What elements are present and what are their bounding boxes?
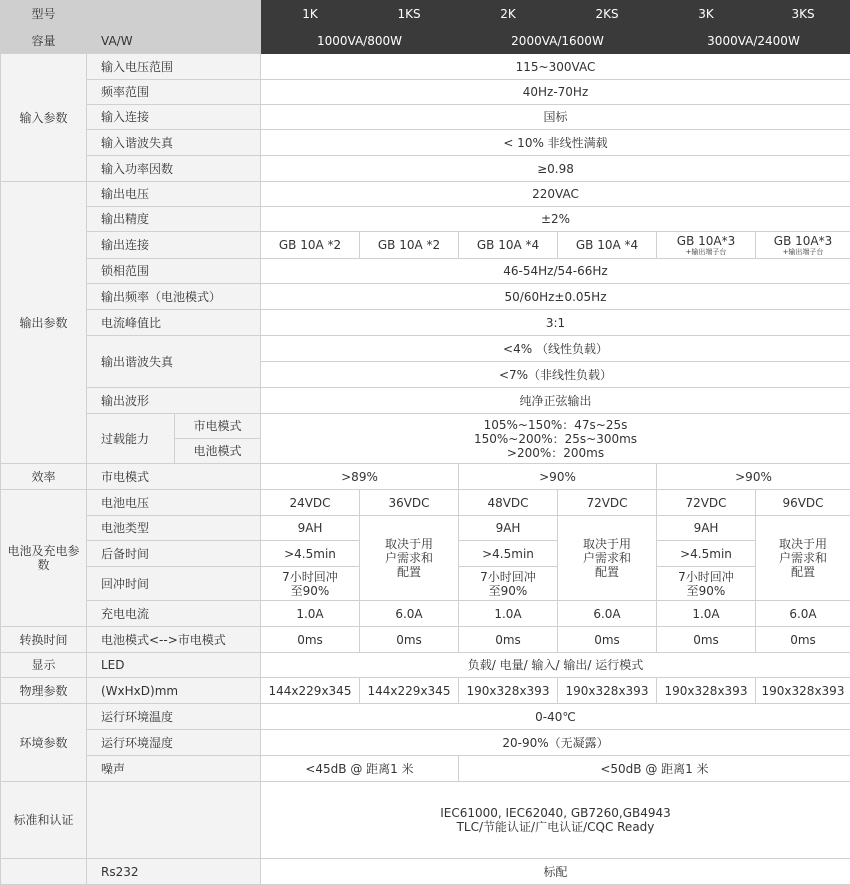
table-row xyxy=(1,105,850,130)
row-value: 纯净正弦输出 xyxy=(261,388,850,414)
row-label: 运行环境湿度 xyxy=(87,730,261,756)
row-value: 220VAC xyxy=(261,182,850,207)
model-3k: 3K xyxy=(657,1,756,28)
table-row xyxy=(1,336,850,362)
cell: GB 10A *4 xyxy=(459,232,558,259)
table-row xyxy=(1,490,850,516)
overload-mode: 市电模式 xyxy=(175,414,261,439)
connection-value: GB 10A*3 xyxy=(677,234,735,248)
cell: 190x328x393 xyxy=(459,678,558,704)
cell: 6.0A xyxy=(558,601,657,627)
table-row xyxy=(1,80,850,105)
cell: <45dB @ 距离1 米 xyxy=(261,756,459,782)
row-value: ±2% xyxy=(261,207,850,232)
table-row xyxy=(1,464,850,490)
cell: 0ms xyxy=(756,627,850,653)
row-value: 50/60Hz±0.05Hz xyxy=(261,284,850,310)
cell: >90% xyxy=(657,464,850,490)
row-label: 输入功率因数 xyxy=(87,156,261,182)
table-row xyxy=(1,156,850,182)
group-environment: 环境参数 xyxy=(1,704,87,782)
capacity-label: 容量 xyxy=(1,28,87,54)
capacity-2k: 2000VA/1600W xyxy=(459,28,657,54)
cell: <50dB @ 距离1 米 xyxy=(459,756,850,782)
table-row xyxy=(1,232,850,259)
row-value: 40Hz-70Hz xyxy=(261,80,850,105)
table-row xyxy=(1,284,850,310)
table-row xyxy=(1,54,850,80)
cell: 1.0A xyxy=(261,601,360,627)
overload-line: 105%~150%：47s~25s xyxy=(263,418,848,432)
cell: 1.0A xyxy=(657,601,756,627)
row-label: 输出频率（电池模式） xyxy=(87,284,261,310)
terminal-note: +输出端子台 xyxy=(659,248,753,256)
row-label: 过载能力 xyxy=(87,414,175,464)
row-value: 46-54Hz/54-66Hz xyxy=(261,259,850,284)
table-row xyxy=(1,730,850,756)
row-label: 电池类型 xyxy=(87,516,261,541)
table-row xyxy=(1,259,850,284)
table-row xyxy=(1,414,850,439)
standards-value xyxy=(261,782,850,859)
cell: GB 10A *4 xyxy=(558,232,657,259)
model-row xyxy=(1,1,850,28)
row-value: 标配 xyxy=(261,859,850,885)
overload-line: 150%~200%：25s~300ms xyxy=(263,432,848,446)
table-row xyxy=(1,182,850,207)
row-label: 输出精度 xyxy=(87,207,261,232)
row-label: 输入谐波失真 xyxy=(87,130,261,156)
row-value: 115~300VAC xyxy=(261,54,850,80)
row-value: 20-90%（无凝露） xyxy=(261,730,850,756)
cell: 72VDC xyxy=(657,490,756,516)
table-row xyxy=(1,653,850,678)
row-label: 输出连接 xyxy=(87,232,261,259)
table-row xyxy=(1,516,850,541)
cell: 190x328x393 xyxy=(756,678,850,704)
cell: 190x328x393 xyxy=(657,678,756,704)
overload-mode: 电池模式 xyxy=(175,439,261,464)
overload-value xyxy=(261,414,850,464)
row-label: 运行环境温度 xyxy=(87,704,261,730)
row-label: 后备时间 xyxy=(87,541,261,567)
cell: >4.5min xyxy=(657,541,756,567)
row-label: 锁相范围 xyxy=(87,259,261,284)
row-label: 充电电流 xyxy=(87,601,261,627)
table-row xyxy=(1,627,850,653)
cell: 9AH xyxy=(657,516,756,541)
connection-value: GB 10A*3 xyxy=(774,234,832,248)
cell: 36VDC xyxy=(360,490,459,516)
row-label: 市电模式 xyxy=(87,464,261,490)
cell: 7小时回冲至90% xyxy=(261,567,360,601)
terminal-note: +输出端子台 xyxy=(758,248,848,256)
capacity-unit: VA/W xyxy=(87,28,261,54)
model-2k: 2K xyxy=(459,1,558,28)
row-value: 0-40℃ xyxy=(261,704,850,730)
row-label: 回冲时间 xyxy=(87,567,261,601)
row-label: 输入连接 xyxy=(87,105,261,130)
capacity-3k: 3000VA/2400W xyxy=(657,28,850,54)
cell: 96VDC xyxy=(756,490,850,516)
overload-line: >200%：200ms xyxy=(263,446,848,460)
row-label: (WxHxD)mm xyxy=(87,678,261,704)
cell: >4.5min xyxy=(261,541,360,567)
cell: 0ms xyxy=(360,627,459,653)
table-row xyxy=(1,704,850,730)
cell: 190x328x393 xyxy=(558,678,657,704)
row-label: 电流峰值比 xyxy=(87,310,261,336)
table-row xyxy=(1,130,850,156)
row-value: <7%（非线性负载） xyxy=(261,362,850,388)
group-efficiency: 效率 xyxy=(1,464,87,490)
row-value: 国标 xyxy=(261,105,850,130)
user-config-cell: 取决于用户需求和配置 xyxy=(756,516,850,601)
cell: 144x229x345 xyxy=(261,678,360,704)
model-1ks: 1KS xyxy=(360,1,459,28)
cell: 48VDC xyxy=(459,490,558,516)
group-battery: 电池及充电参数 xyxy=(1,490,87,627)
model-label: 型号 xyxy=(1,1,87,28)
cell: 1.0A xyxy=(459,601,558,627)
table-row xyxy=(1,782,850,859)
cell: 0ms xyxy=(558,627,657,653)
cell: 0ms xyxy=(459,627,558,653)
cell: 6.0A xyxy=(360,601,459,627)
group-output: 输出参数 xyxy=(1,182,87,464)
row-label: 电池模式<-->市电模式 xyxy=(87,627,261,653)
row-value: < 10% 非线性满载 xyxy=(261,130,850,156)
model-label-blank xyxy=(87,1,261,28)
table-row xyxy=(1,388,850,414)
group-input: 输入参数 xyxy=(1,54,87,182)
group-physical: 物理参数 xyxy=(1,678,87,704)
cell: 144x229x345 xyxy=(360,678,459,704)
cell: 9AH xyxy=(261,516,360,541)
cell: 6.0A xyxy=(756,601,850,627)
row-label: 输出电压 xyxy=(87,182,261,207)
cell: 0ms xyxy=(657,627,756,653)
capacity-1k: 1000VA/800W xyxy=(261,28,459,54)
row-label: 电池电压 xyxy=(87,490,261,516)
cell xyxy=(657,232,756,259)
row-value: ≥0.98 xyxy=(261,156,850,182)
row-value: 负载/ 电量/ 输入/ 输出/ 运行模式 xyxy=(261,653,850,678)
cell: 7小时回冲至90% xyxy=(657,567,756,601)
cell: GB 10A *2 xyxy=(261,232,360,259)
row-label: 噪声 xyxy=(87,756,261,782)
cell: 7小时回冲至90% xyxy=(459,567,558,601)
model-3ks: 3KS xyxy=(756,1,850,28)
table-row xyxy=(1,310,850,336)
group-display: 显示 xyxy=(1,653,87,678)
user-config-cell: 取决于用户需求和配置 xyxy=(360,516,459,601)
row-label: 频率范围 xyxy=(87,80,261,105)
row-value: <4% （线性负载） xyxy=(261,336,850,362)
cell: 9AH xyxy=(459,516,558,541)
table-row xyxy=(1,678,850,704)
row-label: 输出波形 xyxy=(87,388,261,414)
cell: GB 10A *2 xyxy=(360,232,459,259)
row-label: 输入电压范围 xyxy=(87,54,261,80)
standards-line: IEC61000, IEC62040, GB7260,GB4943 xyxy=(263,806,848,820)
model-1k: 1K xyxy=(261,1,360,28)
row-label xyxy=(87,782,261,859)
cell: >4.5min xyxy=(459,541,558,567)
row-label: LED xyxy=(87,653,261,678)
table-row xyxy=(1,756,850,782)
row-value: 3:1 xyxy=(261,310,850,336)
standards-line: TLC/节能认证/广电认证/CQC Ready xyxy=(263,820,848,834)
cell: 72VDC xyxy=(558,490,657,516)
cell: >90% xyxy=(459,464,657,490)
user-config-cell: 取决于用户需求和配置 xyxy=(558,516,657,601)
cell: 0ms xyxy=(261,627,360,653)
table-row xyxy=(1,207,850,232)
cell: 24VDC xyxy=(261,490,360,516)
group-transfer: 转换时间 xyxy=(1,627,87,653)
row-label: 输出谐波失真 xyxy=(87,336,261,388)
table-row xyxy=(1,601,850,627)
cell xyxy=(756,232,850,259)
capacity-row xyxy=(1,28,850,54)
group-standards: 标准和认证 xyxy=(1,782,87,859)
row-label: Rs232 xyxy=(87,859,261,885)
cell: >89% xyxy=(261,464,459,490)
model-2ks: 2KS xyxy=(558,1,657,28)
